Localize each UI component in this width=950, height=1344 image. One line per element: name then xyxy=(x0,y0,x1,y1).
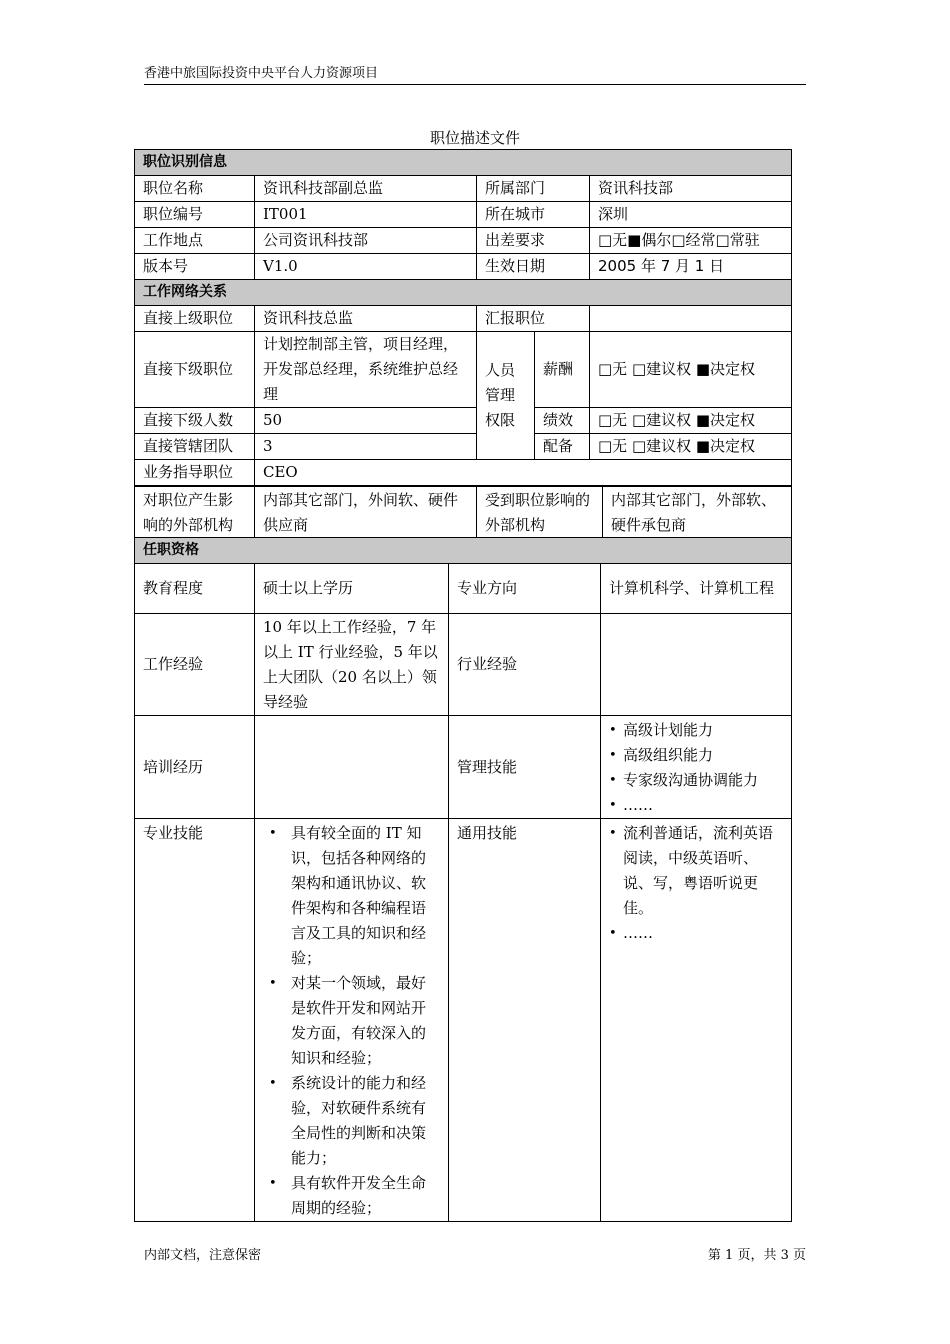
footer-page-number: 第 1 页，共 3 页 xyxy=(707,1248,806,1263)
performance-label: 绩效 xyxy=(535,408,590,434)
teams-value: 3 xyxy=(255,434,477,460)
footer-confidential: 内部文档，注意保密 xyxy=(144,1248,262,1263)
general-skill-list xyxy=(609,821,783,946)
version-label: 版本号 xyxy=(135,254,255,280)
city-value: 深圳 xyxy=(590,202,792,228)
pro-skill-list xyxy=(263,821,440,1221)
city-label: 所在城市 xyxy=(477,202,590,228)
location-value: 公司资讯科技部 xyxy=(255,228,477,254)
performance-value: □无 □建议权 ■决定权 xyxy=(590,408,792,434)
superior-value: 资讯科技总监 xyxy=(255,306,477,332)
influenced-label: 受到职位影响的外部机构 xyxy=(477,487,603,539)
report-label: 汇报职位 xyxy=(477,306,590,332)
general-skill-label: 通用技能 xyxy=(449,819,601,1222)
salary-value: □无 □建议权 ■决定权 xyxy=(590,332,792,408)
report-value xyxy=(590,306,792,332)
staffing-value: □无 □建议权 ■决定权 xyxy=(590,434,792,460)
sub-count-value: 50 xyxy=(255,408,477,434)
industry-value xyxy=(601,614,792,716)
staffing-label: 配备 xyxy=(535,434,590,460)
list-item: • 高级计划能力 xyxy=(609,718,783,743)
travel-label: 出差要求 xyxy=(477,228,590,254)
list-item: • 具有软件开发全生命周期的经验； xyxy=(263,1171,440,1221)
guidance-value: CEO xyxy=(255,460,792,486)
travel-value: □无■偶尔□经常□常驻 xyxy=(590,228,792,254)
sub-count-label: 直接下级人数 xyxy=(135,408,255,434)
salary-label: 薪酬 xyxy=(535,332,590,408)
superior-label: 直接上级职位 xyxy=(135,306,255,332)
industry-label: 行业经验 xyxy=(449,614,601,716)
guidance-label: 业务指导职位 xyxy=(135,460,255,486)
position-code-value: IT001 xyxy=(255,202,477,228)
qualification-table xyxy=(134,537,792,1222)
document-title: 职位描述文件 xyxy=(429,129,520,147)
education-label: 教育程度 xyxy=(135,564,255,614)
training-label: 培训经历 xyxy=(135,716,255,819)
education-value: 硕士以上学历 xyxy=(255,564,449,614)
position-name-value: 资讯科技部副总监 xyxy=(255,176,477,202)
mgmt-skill-value xyxy=(601,716,792,819)
dept-value: 资讯科技部 xyxy=(590,176,792,202)
mgmt-skill-label: 管理技能 xyxy=(449,716,601,819)
hr-authority-label: 人员管理权限 xyxy=(477,332,535,460)
version-value: V1.0 xyxy=(255,254,477,280)
training-value xyxy=(255,716,449,819)
list-item: • …… xyxy=(609,921,783,946)
experience-value: 10 年以上工作经验，7 年以上 IT 行业经验，5 年以上大团队（20 名以上）领导经验 xyxy=(255,614,449,716)
list-item: • 对某一个领域，最好是软件开发和网站开发方面，有较深入的知识和经验； xyxy=(263,971,440,1071)
position-name-label: 职位名称 xyxy=(135,176,255,202)
pro-skill-label: 专业技能 xyxy=(135,819,255,1222)
subordinate-value: 计划控制部主管，项目经理，开发部总经理，系统维护总经理 xyxy=(255,332,477,408)
dept-label: 所属部门 xyxy=(477,176,590,202)
influence-out-label: 对职位产生影响的外部机构 xyxy=(135,487,255,539)
effective-date-label: 生效日期 xyxy=(477,254,590,280)
list-item: • 具有较全面的 IT 知识，包括各种网络的架构和通讯协议、软件架构和各种编程语言及工具的知识和经验； xyxy=(263,821,440,971)
section-qualification-heading: 任职资格 xyxy=(135,538,792,564)
influenced-value: 内部其它部门，外部软、硬件承包商 xyxy=(603,487,792,539)
page-header: 香港中旅国际投资中央平台人力资源项目 xyxy=(144,64,806,85)
subordinate-label: 直接下级职位 xyxy=(135,332,255,408)
general-skill-value xyxy=(601,819,792,1222)
influence-out-value: 内部其它部门，外间软、硬件供应商 xyxy=(255,487,477,539)
effective-date-value: 2005 年 7 月 1 日 xyxy=(590,254,792,280)
position-info-table xyxy=(134,149,792,486)
list-item: • 系统设计的能力和经验，对软硬件系统有全局性的判断和决策能力； xyxy=(263,1071,440,1171)
list-item: • 流利普通话，流利英语阅读，中级英语听、说、写，粤语听说更佳。 xyxy=(609,821,783,921)
major-value: 计算机科学、计算机工程 xyxy=(601,564,792,614)
pro-skill-value xyxy=(255,819,449,1222)
teams-label: 直接管辖团队 xyxy=(135,434,255,460)
list-item: • 专家级沟通协调能力 xyxy=(609,768,783,793)
mgmt-skill-list xyxy=(609,718,783,818)
list-item: • 高级组织能力 xyxy=(609,743,783,768)
location-label: 工作地点 xyxy=(135,228,255,254)
list-item: • …… xyxy=(609,793,783,818)
influence-table xyxy=(134,486,792,539)
major-label: 专业方向 xyxy=(449,564,601,614)
section-identity-heading: 职位识别信息 xyxy=(135,150,792,176)
experience-label: 工作经验 xyxy=(135,614,255,716)
position-code-label: 职位编号 xyxy=(135,202,255,228)
section-network-heading: 工作网络关系 xyxy=(135,280,792,306)
